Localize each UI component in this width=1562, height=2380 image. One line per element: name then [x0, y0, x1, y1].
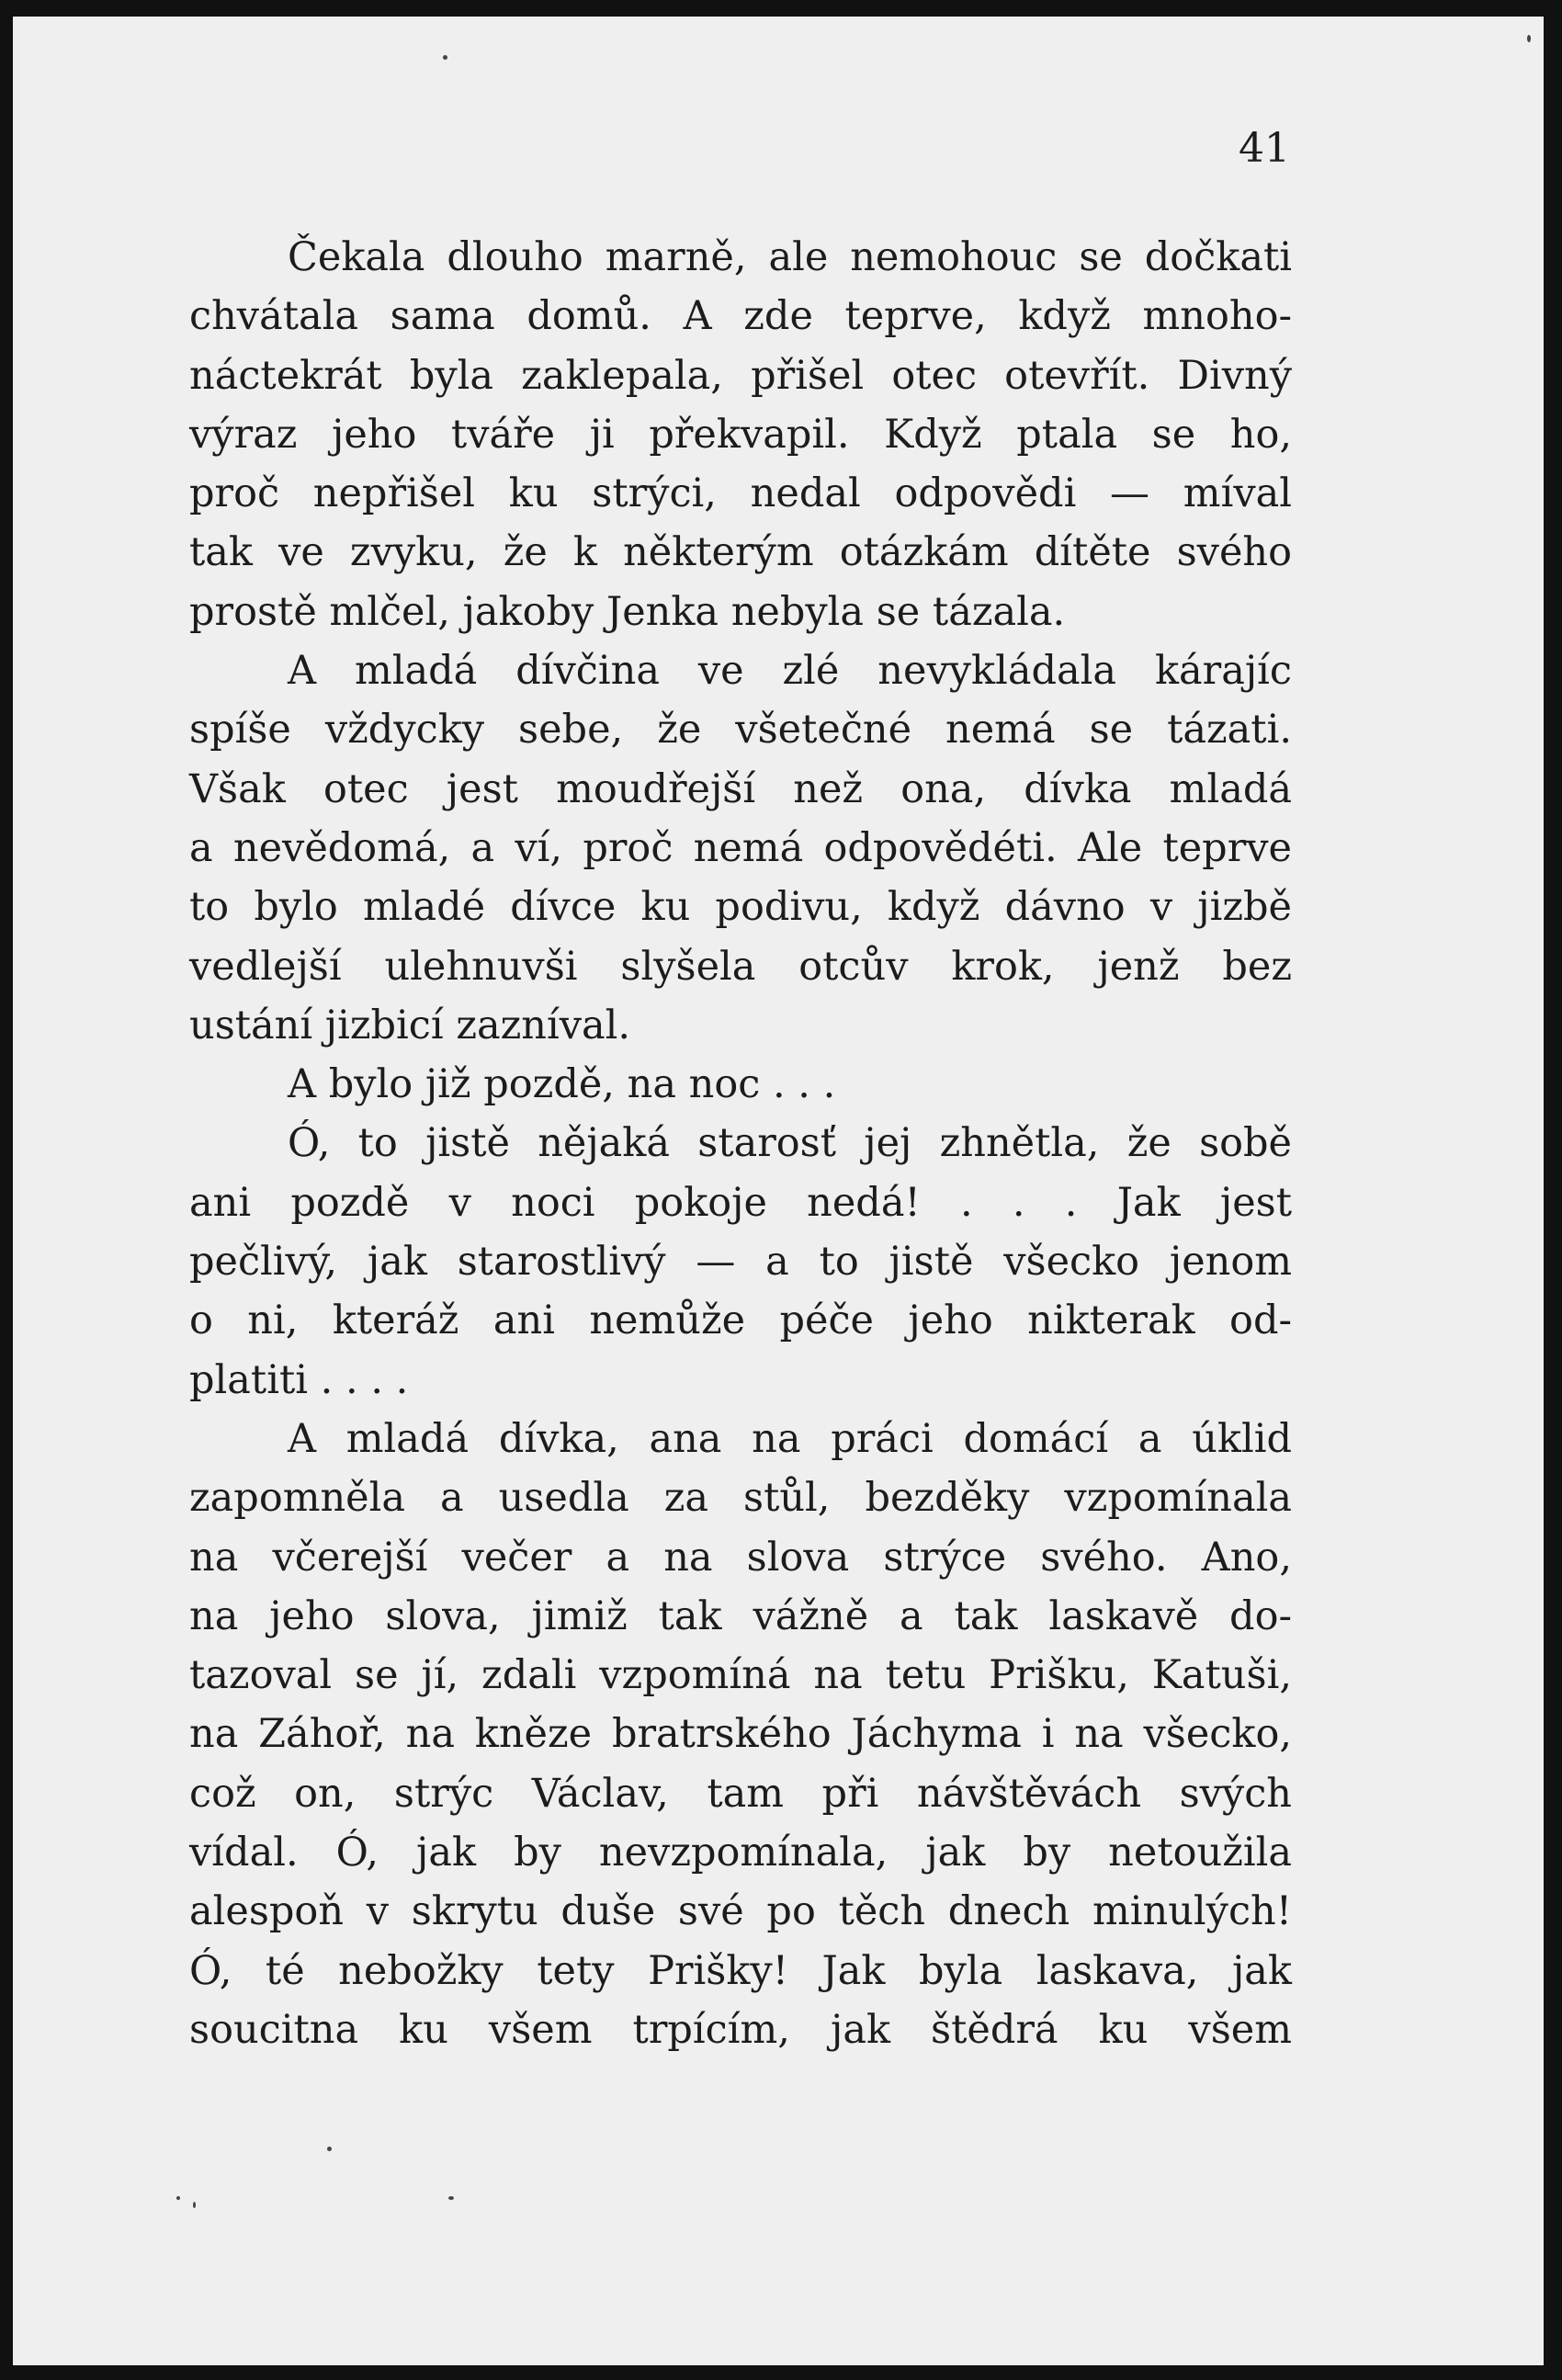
text-line: na včerejší večer a na slova strýce svého. Ano, [189, 1534, 1292, 1581]
paper-speck [448, 2196, 454, 2200]
paragraph-first-line: A bylo již pozdě, na noc . . . [288, 1061, 836, 1108]
text-line: prostě mlčel, jakoby Jenka nebyla se tázala. [189, 588, 1066, 635]
text-line: což on, strýc Václav, tam při návštěvách svých [189, 1770, 1292, 1817]
paper-speck [327, 2147, 332, 2151]
text-line: soucitna ku všem trpícím, jak štědrá ku všem [189, 2006, 1292, 2053]
text-line: Ó, té nebožky tety Prišky! Jak byla laskava, jak [189, 1947, 1292, 1994]
text-line: vídal. Ó, jak by nevzpomínala, jak by netoužila [189, 1830, 1292, 1876]
book-page [13, 17, 1544, 2365]
text-line: o ni, kteráž ani nemůže péče jeho nikterak od- [189, 1298, 1292, 1344]
text-line: proč nepřišel ku strýci, nedal odpovědi — míval [189, 470, 1292, 517]
paragraph-first-line: Čekala dlouho marně, ale nemohouc se dočkati [288, 234, 1292, 280]
text-line: tak ve zvyku, že k některým otázkám dítěte svého [189, 529, 1292, 576]
text-line: vedlejší ulehnuvši slyšela otcův krok, jenž bez [189, 943, 1292, 990]
text-line: a nevědomá, a ví, proč nemá odpovědéti. Ale teprve [189, 824, 1292, 871]
paper-speck [1527, 35, 1531, 42]
text-line: ani pozdě v noci pokoje nedá! . . . Jak jest [189, 1179, 1292, 1226]
paragraph-first-line: Ó, to jistě nějaká starosť jej zhnětla, že sobě [288, 1120, 1292, 1167]
text-line: ustání jizbicí zazníval. [189, 1002, 631, 1048]
paragraph-first-line: A mladá dívka, ana na práci domácí a úklid [288, 1415, 1292, 1462]
text-line: spíše vždycky sebe, že všetečné nemá se tázati. [189, 707, 1292, 754]
text-line: výraz jeho tváře ji překvapil. Když ptala se ho, [189, 411, 1292, 458]
paper-speck [193, 2202, 196, 2208]
text-line: to bylo mladé dívce ku podivu, když dávno v jizbě [189, 884, 1292, 931]
text-line: na jeho slova, jimiž tak vážně a tak laskavě do- [189, 1592, 1292, 1639]
body-text [189, 228, 1292, 2059]
paragraph-first-line: A mladá dívčina ve zlé nevykládala kárajíc [288, 648, 1292, 695]
page-number: 41 [1239, 125, 1290, 172]
text-line: platiti . . . . [189, 1356, 409, 1403]
text-line: zapomněla a usedla za stůl, bezděky vzpomínala [189, 1475, 1292, 1522]
paper-speck [443, 55, 447, 60]
paper-speck [176, 2196, 180, 2200]
text-line: Však otec jest moudřejší než ona, dívka mladá [189, 765, 1292, 812]
text-line: chvátala sama domů. A zde teprve, když mnoho- [189, 293, 1292, 340]
text-line: na Záhoř, na kněze bratrského Jáchyma i na všecko, [189, 1711, 1292, 1758]
text-line: náctekrát byla zaklepala, přišel otec otevřít. Divný [189, 352, 1292, 399]
text-line: alespoň v skrytu duše své po těch dnech minulých! [189, 1888, 1292, 1935]
text-line: tazoval se jí, zdali vzpomíná na tetu Prišku, Katuši, [189, 1652, 1292, 1699]
text-line: pečlivý, jak starostlivý — a to jistě všecko jenom [189, 1239, 1292, 1286]
